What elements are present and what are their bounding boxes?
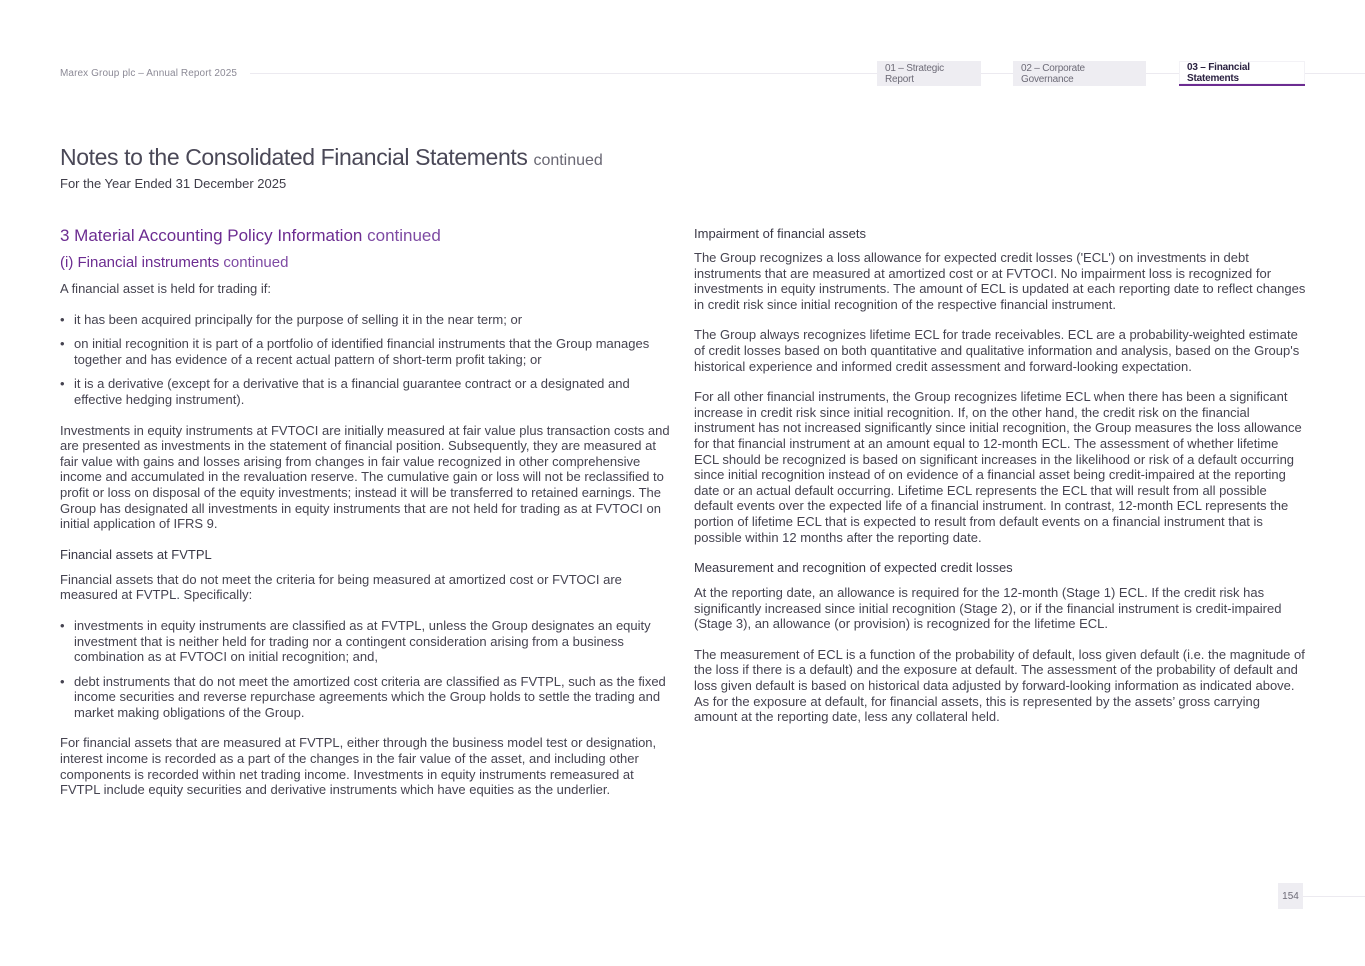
fvtpl-intro-paragraph: Financial assets that do not meet the criteria for being measured at amortized cost or FVTOCI are measured at FVTPL. Specifically: [60, 571, 622, 603]
held-for-trading-intro: A financial asset is held for trading if: [60, 281, 272, 296]
page-title-text: Notes to the Consolidated Financial Statements [60, 144, 528, 170]
fvtpl-list [60, 618, 675, 721]
impairment-paragraph-3: For all other financial instruments, the Group recognizes lifetime ECL when there has been a significant increase in credit risk since initial recognition. If, on the other hand, the credit risk on the financial instrument has not increased significantly since initial recognition, the Group measures the loss allowance for that financial instrument at an amount equal to 12-month ECL. The assessment of whether lifetime ECL should be recognized is based on significant increases in the likelihood or risk of a default occurring since initial recognition instead of on evidence of a financial asset being credit-impaired at the reporting date or an actual default occurring. Lifetime ECL represents the ECL that will result from all possible default events over the expected life of a financial instrument. In contrast, 12-month ECL represents the portion of lifetime ECL that is expected to result from default events on a financial instrument that is possible within 12 months after the reporting date. [694, 389, 1302, 545]
right-column [694, 226, 1306, 740]
section-heading-text: 3 Material Accounting Policy Information [60, 226, 363, 245]
report-name: Marex Group plc – Annual Report 2025 [60, 68, 238, 79]
list-item: • investments in equity instruments are classified as at FVTPL, unless the Group designates an equity investment that is neither held for trading nor a contingent consideration arising from a business combination as at FVTOCI on initial recognition; and, [60, 618, 675, 665]
page-title-suffix: continued [533, 152, 603, 169]
section-heading-suffix: continued [367, 226, 441, 245]
list-item: • it has been acquired principally for the purpose of selling it in the near term; or [60, 312, 675, 328]
sub-heading-suffix: continued [223, 254, 289, 271]
sub-heading [60, 254, 675, 272]
tab-corporate-governance[interactable]: 02 – Corporate Governance [1013, 61, 1146, 86]
measurement-heading: Measurement and recognition of expected credit losses [694, 560, 1013, 576]
fvtpl-closing-paragraph: For financial assets that are measured at FVTPL, either through the business model test or designation, interest income is recorded as a part of the changes in the fair value of the asset, and including other components is recorded within net trading income. Investments in equity instruments remeasured at FVTPL include equity securities and derivative instruments which have equities as the underlier. [60, 735, 657, 798]
page-title [60, 144, 603, 171]
tab-financial-statements[interactable]: 03 – Financial Statements [1179, 61, 1305, 86]
page-number: 154 [1278, 883, 1303, 909]
list-item: • on initial recognition it is part of a portfolio of identified financial instruments that the Group manages together and has evidence of a recent actual pattern of short-term profit taking; or [60, 336, 675, 367]
held-for-trading-list [60, 312, 675, 408]
measurement-paragraph-2: The measurement of ECL is a function of the probability of default, loss given default (i.e. the magnitude of the loss if there is a default) and the exposure at default. The assessment of the probability of default and loss given default is based on historical data adjusted by forward-looking information as indicated above. As for the exposure at default, for financial assets, this is represented by the assets’ gross carrying amount at the reporting date, less any collateral held. [694, 646, 1305, 725]
sub-heading-text: (i) Financial instruments [60, 254, 220, 271]
impairment-paragraph-1: The Group recognizes a loss allowance for expected credit losses ('ECL') on investments in debt instruments that are measured at amortized cost or at FVTOCI. No impairment loss is recognized for investments in equity instruments. The amount of ECL is updated at each reporting date to reflect changes in credit risk since initial recognition of the respective financial instrument. [694, 250, 1306, 312]
section-heading [60, 226, 675, 246]
list-item: • it is a derivative (except for a derivative that is a financial guarantee contract or a designated and effective hedging instrument). [60, 376, 675, 407]
impairment-heading: Impairment of financial assets [694, 226, 866, 241]
tab-strategic-report[interactable]: 01 – Strategic Report [877, 61, 981, 86]
measurement-paragraph-1: At the reporting date, an allowance is required for the 12-month (Stage 1) ECL. If the credit risk has significantly increased since initial recognition (Stage 2), or if the financial instrument is credit-impaired (Stage 3), an allowance (or provision) is recognized for the lifetime ECL. [694, 585, 1282, 632]
footer-divider [1303, 896, 1365, 897]
fvtpl-heading: Financial assets at FVTPL [60, 546, 212, 562]
impairment-paragraph-2: The Group always recognizes lifetime ECL for trade receivables. ECL are a probability-weighted estimate of credit losses based on both quantitative and qualitative information and analysis, based on the Group's historical experience and informed credit assessment and forward-looking expectation. [694, 327, 1300, 374]
list-item: • debt instruments that do not meet the amortized cost criteria are classified as FVTPL, such as the fixed income securities and reverse repurchase agreements which the Group holds to settle the trading and market making obligations of the Group. [60, 674, 675, 721]
page-subtitle: For the Year Ended 31 December 2025 [60, 176, 287, 191]
left-column [60, 226, 675, 813]
fvtoci-paragraph: Investments in equity instruments at FVTOCI are initially measured at fair value plus transaction costs and are presented as investments in the statement of financial position. Subsequently, they are measured at fair value with gains and losses arising from changes in fair value recognized in other comprehensive income and accumulated in the revaluation reserve. The cumulative gain or loss will not be reclassified to profit or loss on disposal of the equity investments; instead it will be transferred to retained earnings. The Group has designated all investments in equity instruments that are not held for trading as at FVTOCI on initial application of IFRS 9. [60, 422, 670, 532]
